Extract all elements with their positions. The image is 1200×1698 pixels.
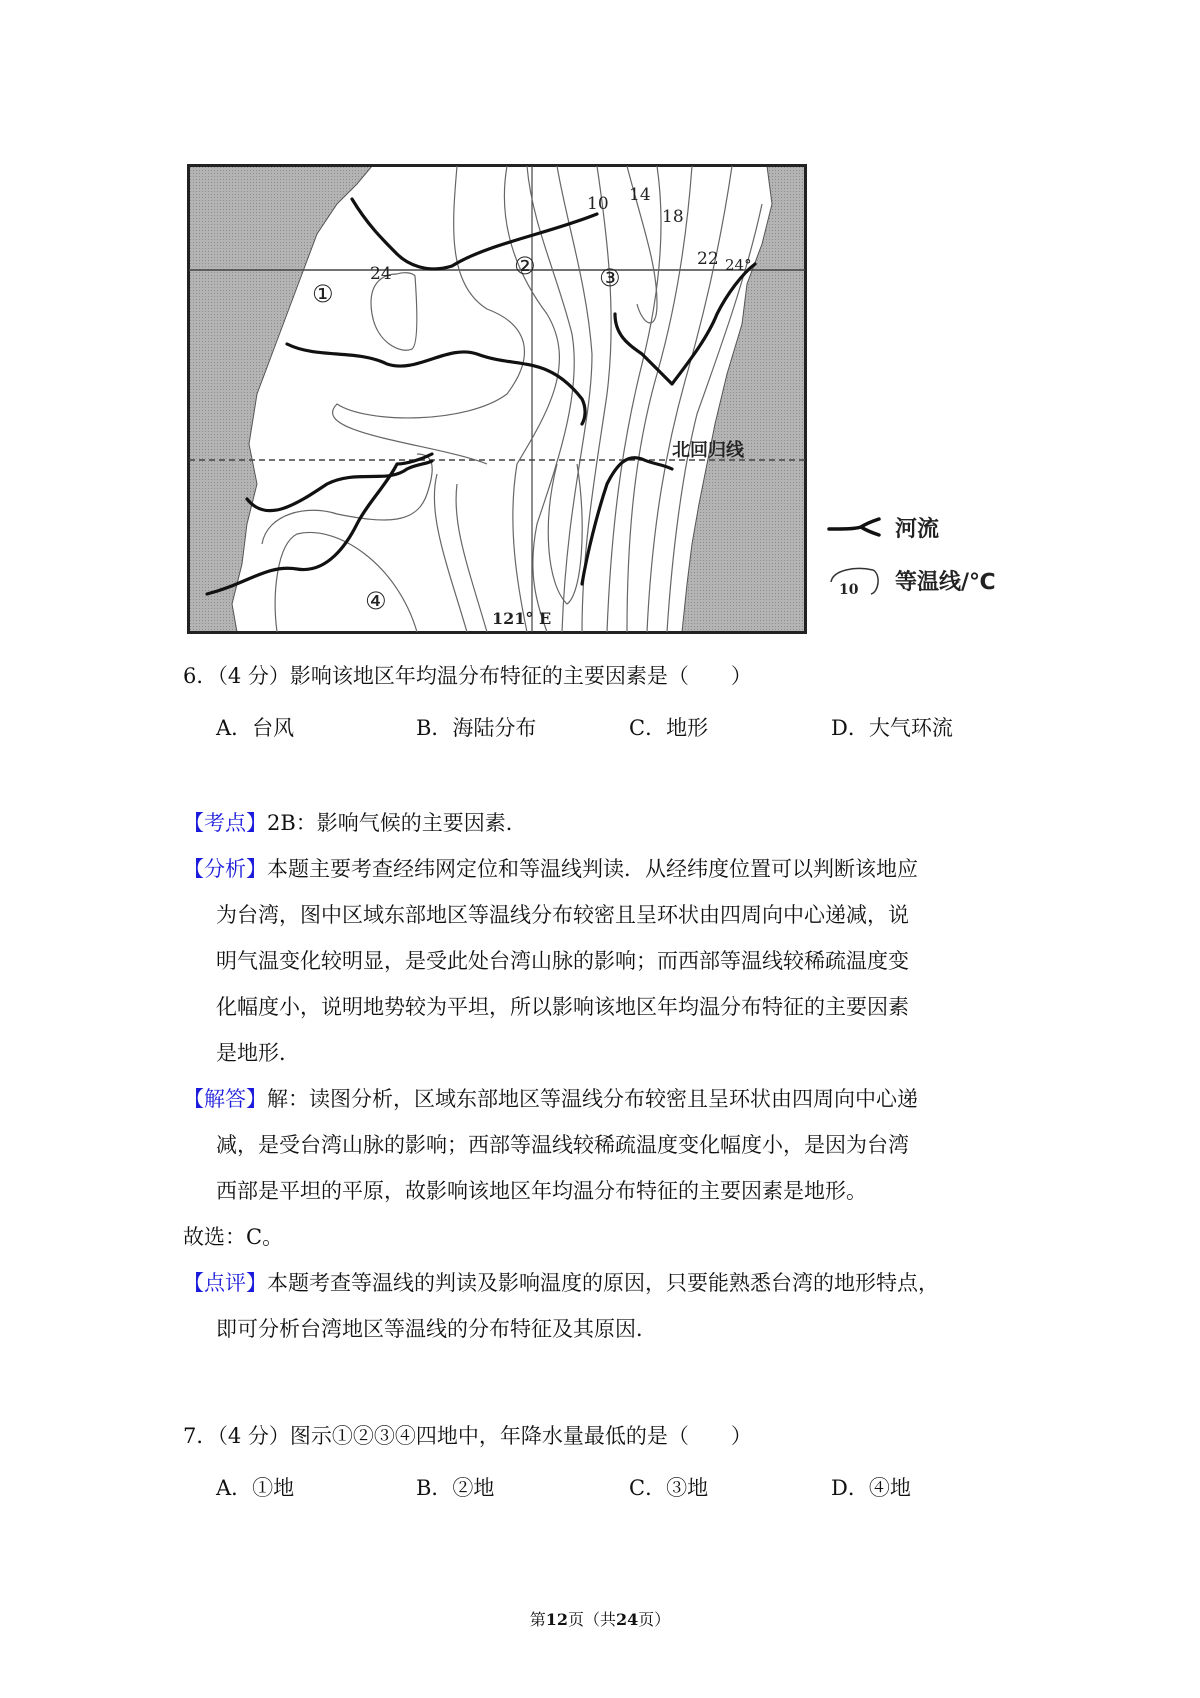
q7-option-d: D．④地: [831, 1476, 911, 1500]
jieda-line: 西部是平坦的平原，故影响该地区年均温分布特征的主要因素是地形。: [216, 1179, 867, 1203]
q6-option-a: A．台风: [216, 716, 295, 740]
total-page-number: 24: [616, 1610, 639, 1629]
latitude-label: 24°: [725, 256, 752, 274]
map-svg: [187, 164, 807, 634]
place-marker-4: ④: [365, 587, 387, 615]
isotherm-label-10: 10: [587, 194, 609, 214]
fenxi-tag: 【分析】: [183, 857, 267, 881]
taiwan-isotherm-map: [187, 164, 807, 634]
isotherm-label-18: 18: [662, 207, 684, 227]
dianping-line: 即可分析台湾地区等温线的分布特征及其原因．: [216, 1317, 657, 1341]
dianping-line: 本题考查等温线的判读及影响温度的原因，只要能熟悉台湾的地形特点，: [267, 1271, 939, 1295]
jieda-line: 减，是受台湾山脉的影响；西部等温线较稀疏温度变化幅度小，是因为台湾: [216, 1133, 909, 1157]
place-marker-1: ①: [312, 280, 334, 308]
legend-river-label: 河流: [895, 517, 940, 542]
river-symbol-icon: [825, 513, 885, 543]
isotherm-label-24: 24: [370, 264, 392, 284]
question-7-stem: 7．（4 分）图示①②③④四地中，年降水量最低的是（ ）: [183, 1424, 752, 1448]
kaodian-section: [183, 800, 1028, 846]
q7-option-c: C．③地: [629, 1476, 709, 1500]
place-marker-2: ②: [514, 252, 536, 280]
fenxi-line: 明气温变化较明显，是受此处台湾山脉的影响；而西部等温线较稀疏温度变: [216, 949, 909, 973]
kaodian-tag: 【考点】: [183, 811, 267, 835]
footer-suffix: 页）: [638, 1610, 671, 1629]
footer-prefix: 第: [529, 1610, 546, 1629]
jieda-section: [183, 1076, 1028, 1260]
jieda-tag: 【解答】: [183, 1087, 267, 1111]
footer-middle: 页（共: [567, 1610, 616, 1629]
current-page-number: 12: [545, 1610, 568, 1629]
dianping-tag: 【点评】: [183, 1271, 267, 1295]
place-marker-3: ③: [599, 264, 621, 292]
jieda-line: 解：读图分析，区域东部地区等温线分布较密且呈环状由四周向中心递: [267, 1087, 918, 1111]
isotherm-label-22: 22: [697, 249, 719, 269]
kaodian-text: 2B：影响气候的主要因素．: [267, 811, 527, 835]
legend-isotherm: [825, 562, 996, 598]
page-footer: [0, 1607, 1200, 1630]
fenxi-line: 化幅度小，说明地势较为平坦，所以影响该地区年均温分布特征的主要因素: [216, 995, 909, 1019]
legend-isotherm-label: 等温线/℃: [895, 569, 996, 595]
tropic-label: 北回归线: [672, 440, 744, 461]
fenxi-line: 是地形．: [216, 1041, 300, 1065]
isotherm-sample-value: 10: [839, 582, 859, 598]
isotherm-label-14: 14: [629, 185, 651, 205]
q7-option-b: B．②地: [416, 1476, 495, 1500]
longitude-label: 121° E: [492, 609, 552, 628]
legend-river: [825, 512, 939, 543]
question-6-stem: 6．（4 分）影响该地区年均温分布特征的主要因素是（ ）: [183, 664, 752, 688]
q6-option-d: D．大气环流: [831, 716, 953, 740]
fenxi-section: [183, 846, 1028, 1076]
fenxi-line: 为台湾，图中区域东部地区等温线分布较密且呈环状由四周向中心递减，说: [216, 903, 909, 927]
q6-option-c: C．地形: [629, 716, 709, 740]
fenxi-line: 本题主要考查经纬网定位和等温线判读．从经纬度位置可以判断该地应: [267, 857, 918, 881]
isotherm-symbol-icon: [825, 562, 885, 598]
q7-option-a: A．①地: [216, 1476, 295, 1500]
answer-line: 故选：C。: [183, 1225, 284, 1249]
q6-option-b: B．海陆分布: [416, 716, 537, 740]
map-legend: [825, 512, 1045, 622]
dianping-section: [183, 1260, 1028, 1352]
